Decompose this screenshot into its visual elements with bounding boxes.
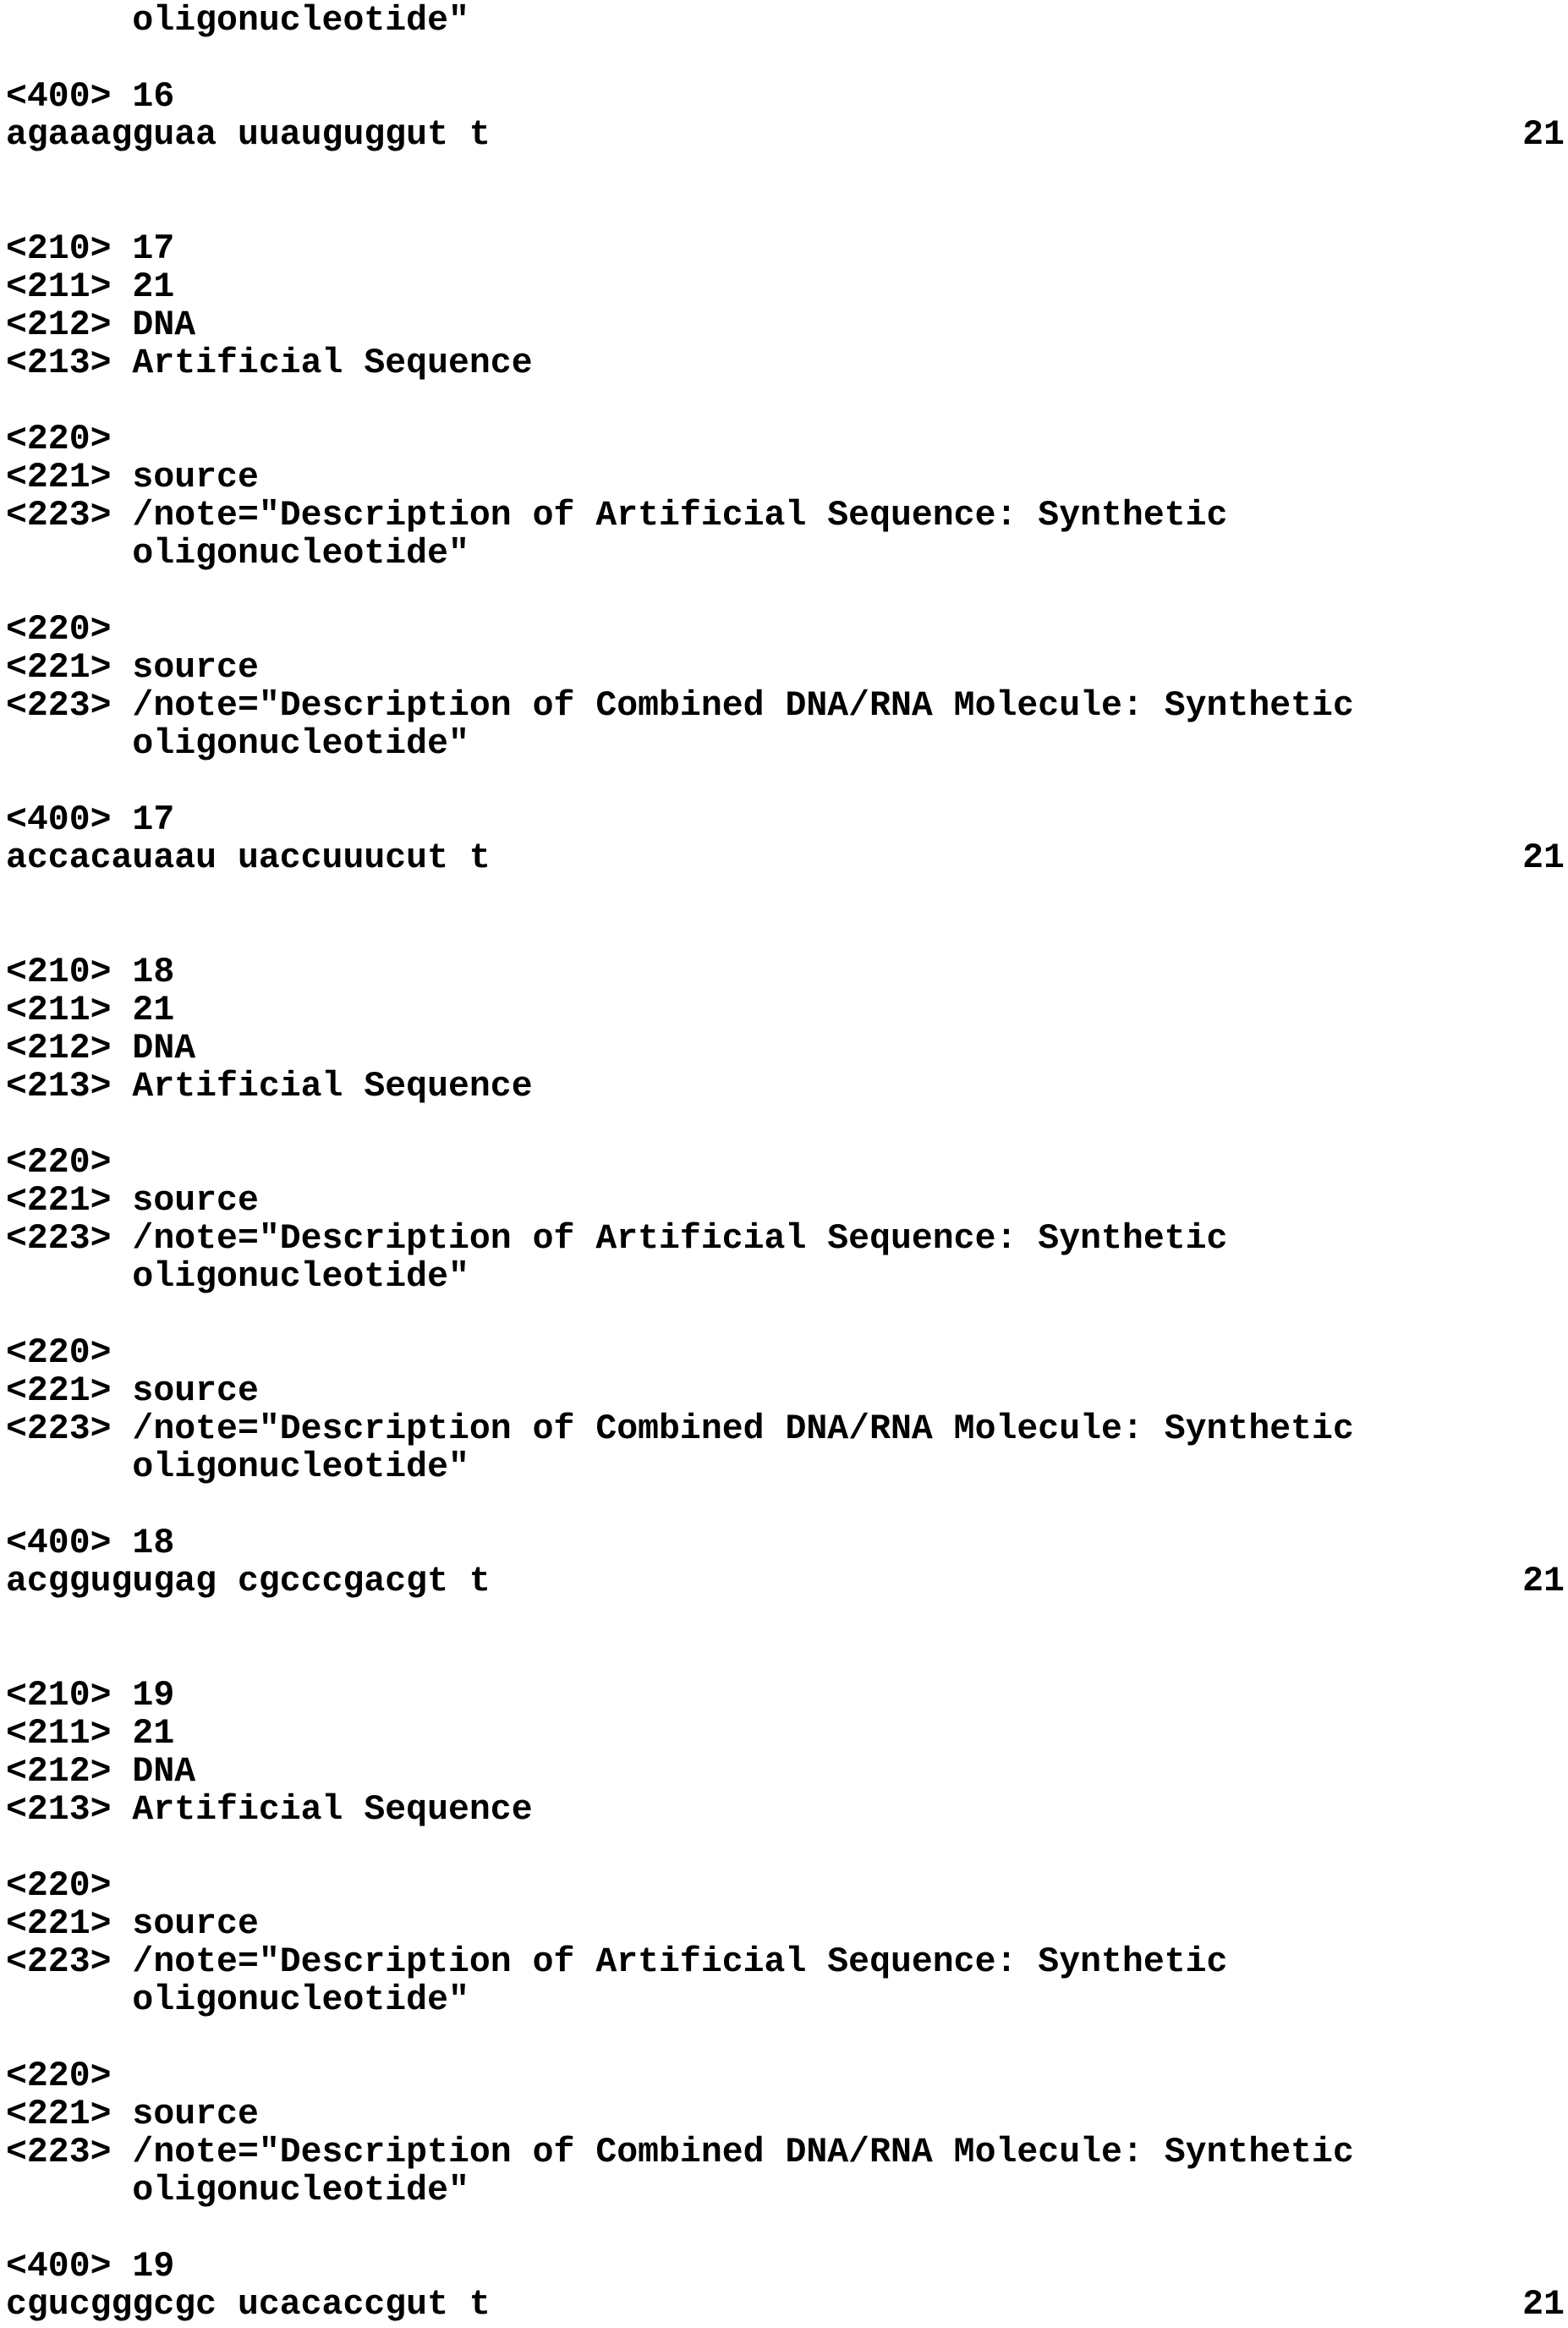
text-line: <210> 17 (6, 229, 175, 269)
text-line: <400> 17 (6, 800, 175, 840)
text-line (6, 1639, 1568, 1677)
text-line: <221> source (6, 1904, 259, 1944)
text-line: <220> (6, 1143, 112, 1183)
text-line: agaaagguaa uuauguggut t 21 (6, 115, 1565, 155)
text-line: <220> (6, 2056, 112, 2096)
text-line: acggugugag cgcccgacgt t 21 (6, 1562, 1565, 1601)
text-line: <400> 18 (6, 1524, 175, 1563)
text-line: <210> 18 (6, 953, 175, 992)
text-line: <213> Artificial Sequence (6, 343, 533, 383)
text-line (6, 1829, 1568, 1867)
text-line (6, 877, 1568, 915)
text-line: <223> /note="Description of Artificial Sequence: Synthetic (6, 496, 1228, 535)
text-line: <223> /note="Description of Combined DNA/RNA Molecule: Synthetic (6, 1409, 1354, 1449)
text-line: <212> DNA (6, 1029, 196, 1068)
text-line: oligonucleotide" (6, 1447, 469, 1487)
text-line (6, 382, 1568, 420)
text-line: <400> 16 (6, 77, 175, 117)
text-line: oligonucleotide" (6, 1980, 469, 2020)
text-line: oligonucleotide" (6, 724, 469, 764)
text-line: <220> (6, 610, 112, 650)
text-line: <221> source (6, 1181, 259, 1221)
text-line: <220> (6, 420, 112, 459)
text-line: <223> /note="Description of Artificial Sequence: Synthetic (6, 1219, 1228, 1259)
text-line: <223> /note="Description of Combined DNA/RNA Molecule: Synthetic (6, 686, 1354, 726)
text-line: <221> source (6, 648, 259, 688)
text-line: <223> /note="Description of Combined DNA/RNA Molecule: Synthetic (6, 2133, 1354, 2172)
text-line: cgucgggcgc ucacaccgut t 21 (6, 2285, 1565, 2325)
text-line: <221> source (6, 1371, 259, 1411)
text-line (6, 763, 1568, 801)
text-line (6, 1106, 1568, 1144)
text-line: <210> 19 (6, 1676, 175, 1716)
text-line: <212> DNA (6, 1752, 196, 1792)
text-line (6, 2019, 1568, 2057)
text-line (6, 40, 1568, 78)
text-line (6, 1600, 1568, 1639)
text-line: accacauaau uaccuuucut t 21 (6, 838, 1565, 878)
text-line: <220> (6, 1333, 112, 1373)
text-line: oligonucleotide" (6, 2171, 469, 2210)
text-line (6, 154, 1568, 192)
text-line: <220> (6, 1866, 112, 1906)
text-line: <221> source (6, 2095, 259, 2134)
text-line: oligonucleotide" (6, 534, 469, 574)
text-line: <211> 21 (6, 267, 175, 307)
text-line (6, 573, 1568, 611)
text-line: <211> 21 (6, 1714, 175, 1754)
text-line (6, 1486, 1568, 1524)
text-line: <213> Artificial Sequence (6, 1067, 533, 1106)
text-line: <223> /note="Description of Artificial Sequence: Synthetic (6, 1942, 1228, 1982)
text-line: <212> DNA (6, 305, 196, 345)
text-line (6, 192, 1568, 230)
text-line: <213> Artificial Sequence (6, 1790, 533, 1830)
text-line: <221> source (6, 458, 259, 497)
text-line (6, 2210, 1568, 2248)
sequence-listing-text (6, 2, 1568, 2324)
text-line: oligonucleotide" (6, 1, 469, 41)
text-line (6, 915, 1568, 953)
text-line: <400> 19 (6, 2247, 175, 2287)
text-line: <211> 21 (6, 991, 175, 1030)
text-line (6, 1296, 1568, 1334)
text-line: oligonucleotide" (6, 1257, 469, 1297)
